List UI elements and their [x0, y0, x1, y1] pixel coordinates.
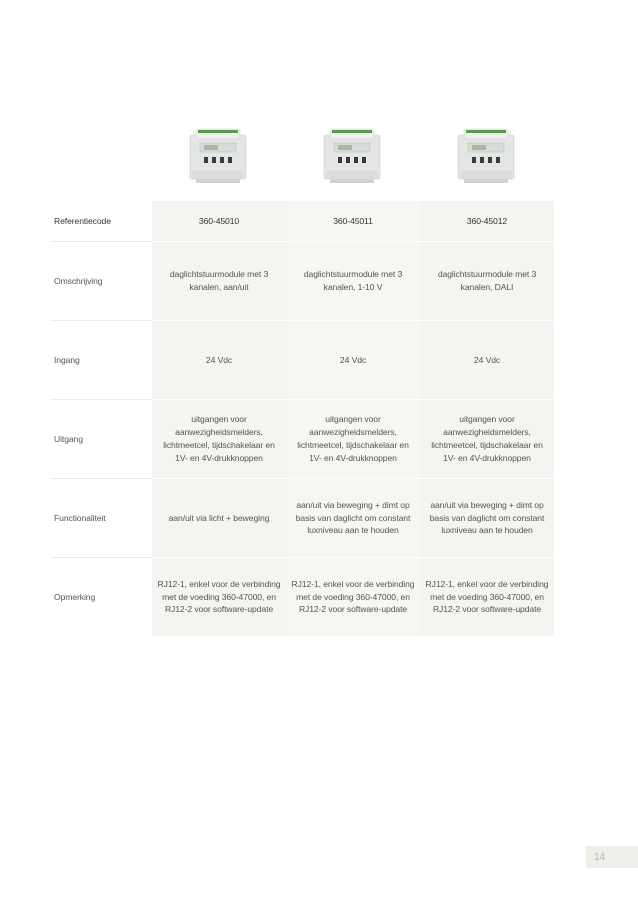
- table-cell: daglichtstuurmodule met 3 kanalen, DALI: [420, 242, 554, 321]
- table-cell: 24 Vdc: [152, 321, 286, 400]
- table-cell: uitgangen voor aanwezigheidsmelders, lichtmeetcel, tijdschakelaar en 1V- en 4V-drukknoppen: [152, 400, 286, 479]
- header-label: Referentiecode: [50, 201, 152, 242]
- row-label: Omschrijving: [50, 242, 152, 321]
- table-cell: daglichtstuurmodule met 3 kanalen, aan/uit: [152, 242, 286, 321]
- row-label: Opmerking: [50, 558, 152, 637]
- page-number: 14: [586, 846, 638, 868]
- din-rail-module-image-3: [450, 125, 522, 189]
- table-cell: uitgangen voor aanwezigheidsmelders, lichtmeetcel, tijdschakelaar en 1V- en 4V-drukknoppen: [420, 400, 554, 479]
- reference-code: 360-45012: [420, 201, 554, 242]
- reference-code: 360-45010: [152, 201, 286, 242]
- table-cell: RJ12-1, enkel voor de verbinding met de voeding 360-47000, en RJ12-2 voor software-update: [152, 558, 286, 637]
- table-cell: uitgangen voor aanwezigheidsmelders, lichtmeetcel, tijdschakelaar en 1V- en 4V-drukknoppen: [286, 400, 420, 479]
- product-images: [152, 125, 554, 195]
- table-cell: RJ12-1, enkel voor de verbinding met de voeding 360-47000, en RJ12-2 voor software-update: [286, 558, 420, 637]
- table-row: [50, 242, 554, 321]
- din-rail-module-image-2: [316, 125, 388, 189]
- table-row: [50, 400, 554, 479]
- reference-code: 360-45011: [286, 201, 420, 242]
- din-rail-module-image-1: [182, 125, 254, 189]
- row-label: Functionaliteit: [50, 479, 152, 558]
- table-row: [50, 321, 554, 400]
- table-cell: 24 Vdc: [420, 321, 554, 400]
- table-cell: RJ12-1, enkel voor de verbinding met de voeding 360-47000, en RJ12-2 voor software-update: [420, 558, 554, 637]
- table-cell: aan/uit via beweging + dimt op basis van daglicht om constant luxniveau aan te houden: [420, 479, 554, 558]
- table-cell: daglichtstuurmodule met 3 kanalen, 1-10 V: [286, 242, 420, 321]
- table-row: [50, 558, 554, 637]
- row-label: Ingang: [50, 321, 152, 400]
- table-cell: 24 Vdc: [286, 321, 420, 400]
- spec-table: [50, 201, 554, 636]
- table-cell: aan/uit via licht + beweging: [152, 479, 286, 558]
- row-label: Uitgang: [50, 400, 152, 479]
- table-header-row: [50, 201, 554, 242]
- table-row: [50, 479, 554, 558]
- table-cell: aan/uit via beweging + dimt op basis van daglicht om constant luxniveau aan te houden: [286, 479, 420, 558]
